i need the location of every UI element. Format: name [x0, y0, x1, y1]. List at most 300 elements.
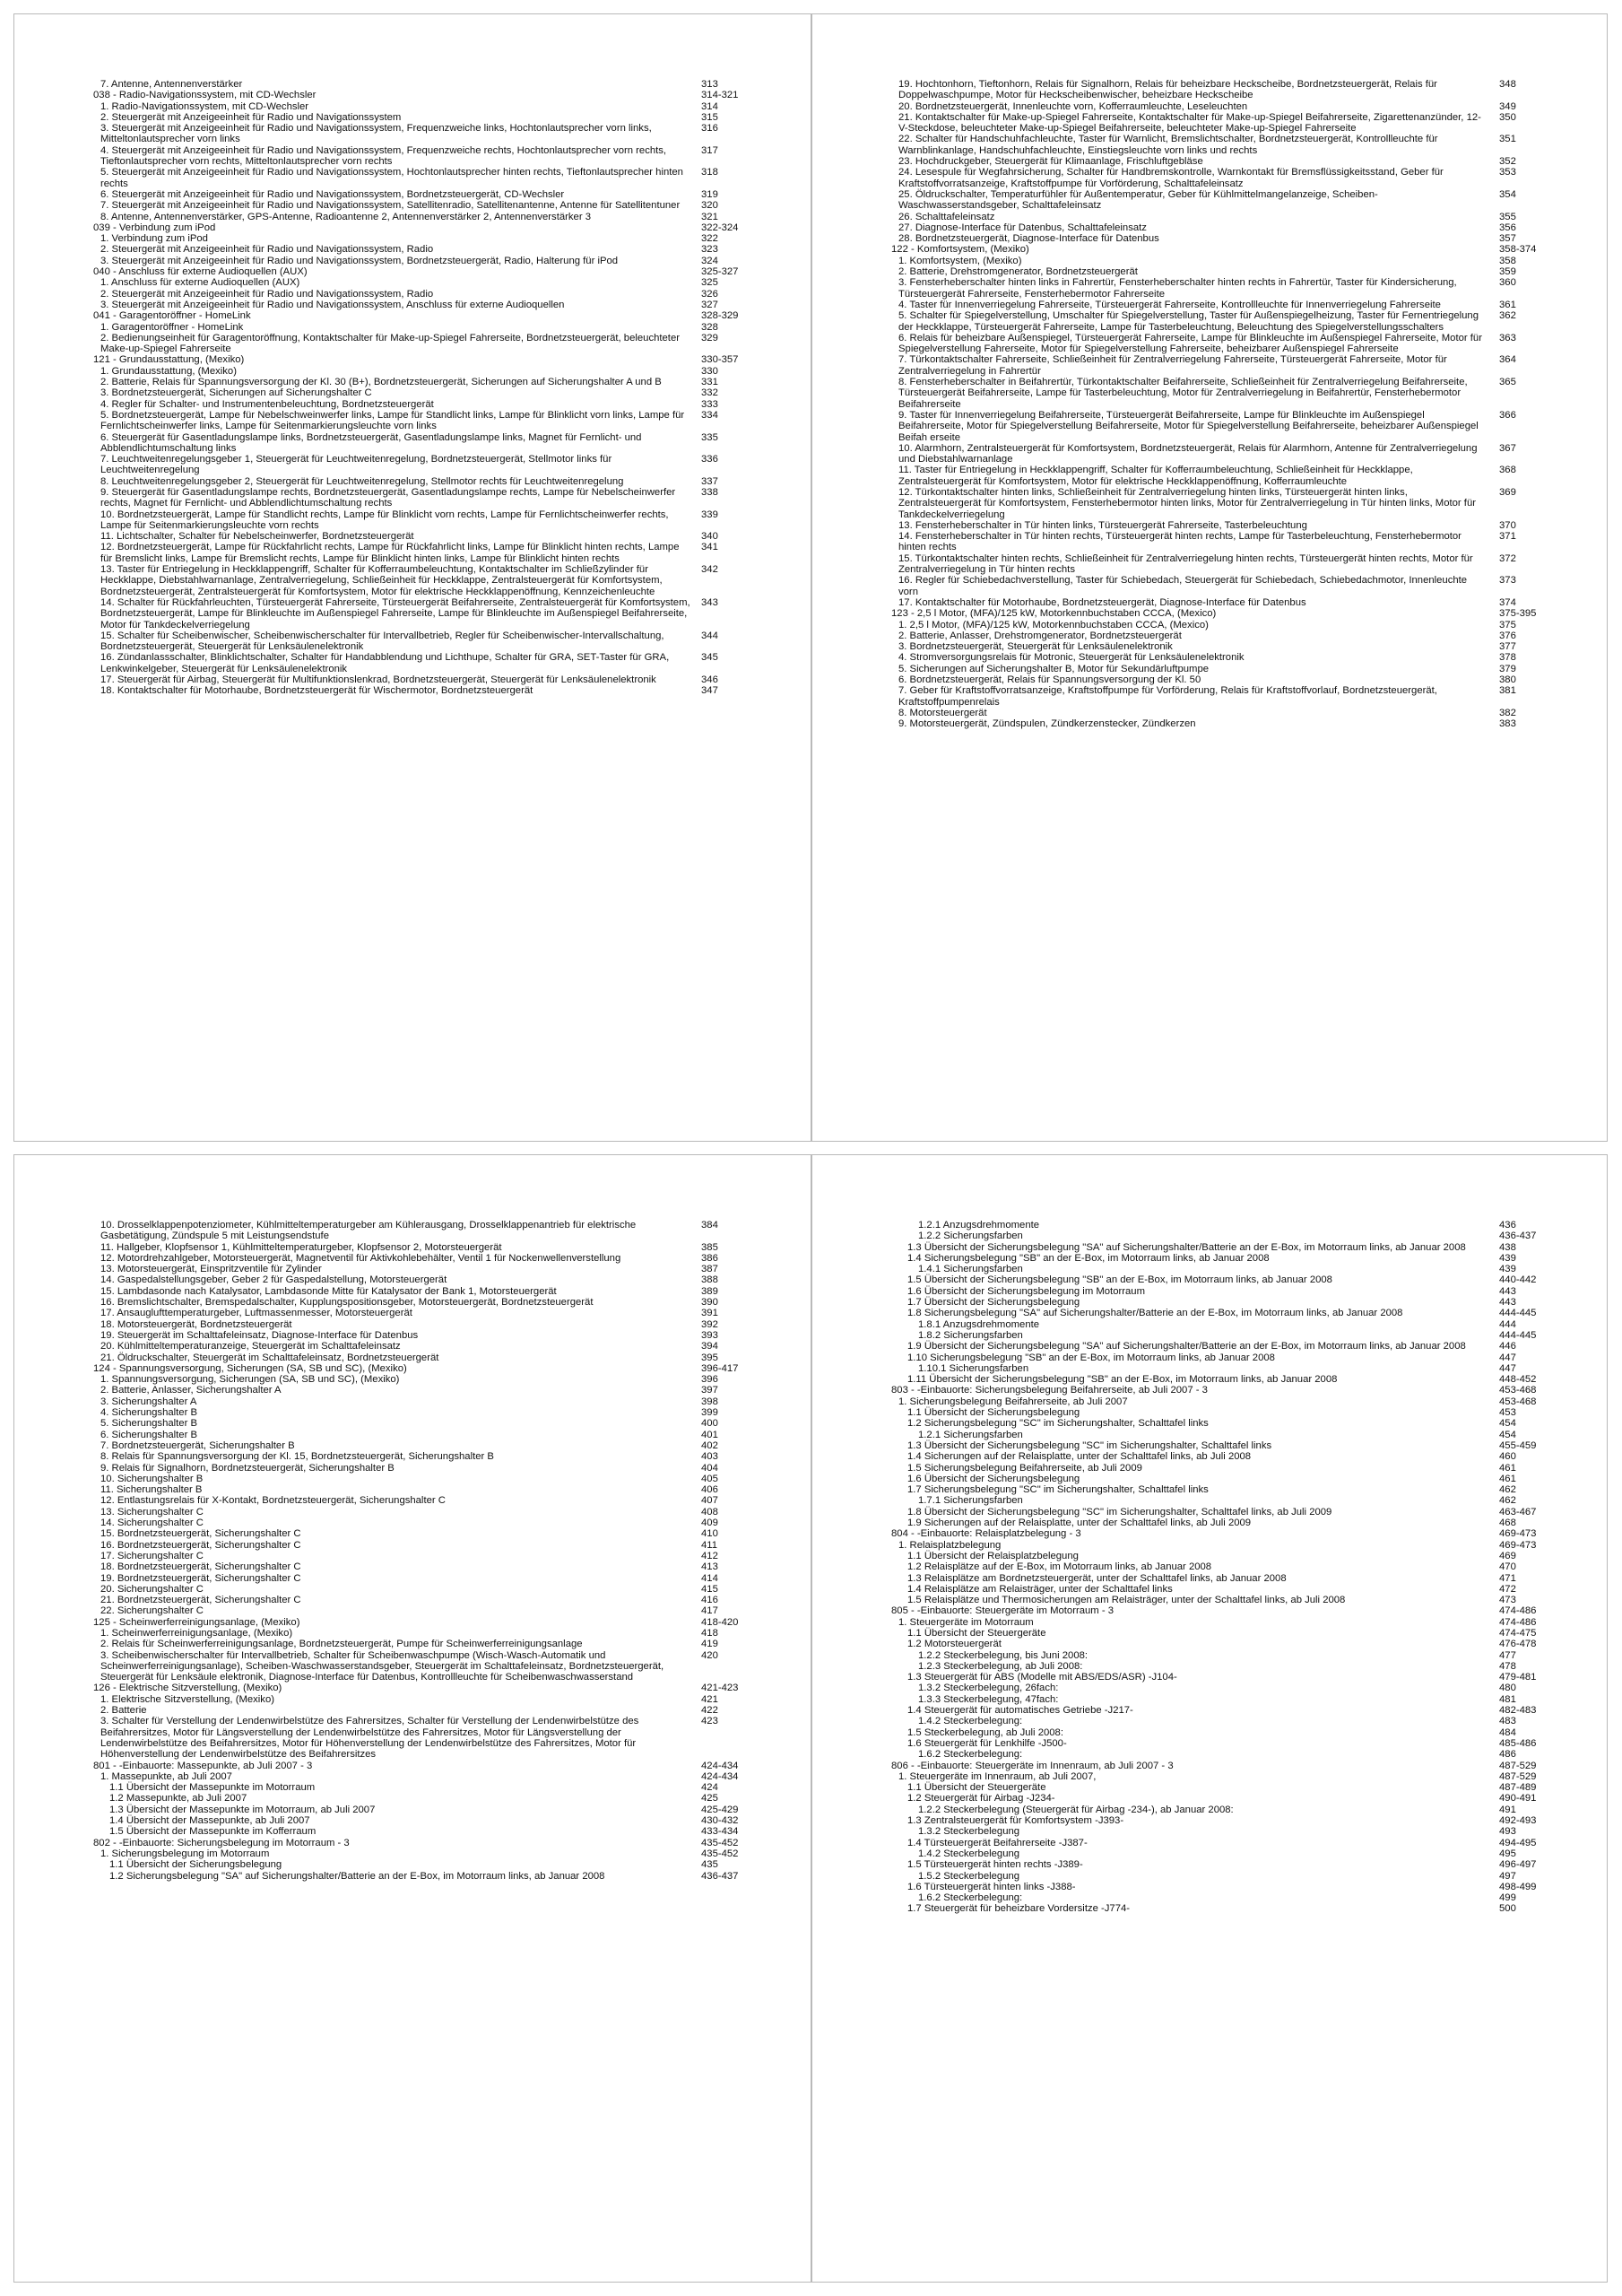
- toc-entry[interactable]: [891, 1440, 1555, 1451]
- toc-entry[interactable]: [93, 90, 757, 100]
- toc-entry[interactable]: [93, 145, 757, 168]
- toc-entry-title: 18. Kontaktschalter für Motorhaube, Bordnetzsteuergerät für Wischermotor, Bordnetzsteuergerät: [100, 685, 533, 697]
- toc-entry[interactable]: [93, 1220, 757, 1242]
- toc-entry[interactable]: [93, 674, 757, 685]
- toc-entry[interactable]: [891, 1495, 1555, 1506]
- toc-entry-title: 1.2 Sicherungsbelegung "SA" auf Sicherungshalter/Batterie an der E-Box, im Motorraum links, ab Januar 2008: [109, 1870, 605, 1882]
- toc-entry[interactable]: [93, 377, 757, 387]
- toc-entry[interactable]: [93, 1451, 757, 1462]
- toc-entry-title: 2. Steuergerät mit Anzeigeeinheit für Radio und Navigationssystem, Radio: [100, 244, 434, 256]
- toc-entry[interactable]: [93, 1859, 757, 1870]
- toc-entry[interactable]: [93, 1407, 757, 1418]
- toc-entry-title: 1.6 Türsteuergerät hinten links -J388-: [907, 1881, 1076, 1892]
- toc-entry[interactable]: [93, 167, 757, 189]
- toc-entry[interactable]: [93, 200, 757, 211]
- toc-entry[interactable]: [93, 1528, 757, 1539]
- toc-entry[interactable]: [891, 443, 1555, 465]
- toc-entry-page: 443: [1499, 1297, 1516, 1309]
- toc-entry-title: 1.7 Übersicht der Sicherungsbelegung: [907, 1297, 1080, 1309]
- toc-entry-title: 1.4.2 Steckerbelegung: [918, 1848, 1020, 1859]
- toc-entry-title: 1. Spannungsversorgung, Sicherungen (SA, SB und SC), (Mexiko): [100, 1374, 400, 1386]
- toc-entry[interactable]: [93, 597, 757, 631]
- toc-entry-page: 400: [701, 1418, 718, 1430]
- toc-entry-page: 367: [1499, 442, 1516, 454]
- toc-entry-title: 5. Sicherungen auf Sicherungshalter B, Motor für Sekundärluftpumpe: [898, 663, 1210, 674]
- toc-entry[interactable]: [93, 1330, 757, 1341]
- toc-entry-page: 356: [1499, 222, 1516, 233]
- toc-entry[interactable]: [93, 432, 757, 455]
- toc-entry[interactable]: [891, 1705, 1555, 1716]
- toc-entry[interactable]: [93, 1694, 757, 1705]
- toc-entry[interactable]: [93, 300, 757, 310]
- toc-entry[interactable]: [93, 1518, 757, 1528]
- toc-entry[interactable]: [93, 277, 757, 288]
- toc-entry-title: 1.9 Übersicht der Sicherungsbelegung "SA" auf Sicherungshalter/Batterie an der E-Box, im Motorraum links, ab Januar 2008: [907, 1341, 1466, 1352]
- toc-entry[interactable]: [891, 597, 1555, 608]
- toc-entry[interactable]: [891, 1274, 1555, 1285]
- toc-entry[interactable]: [93, 1871, 757, 1882]
- toc-entry[interactable]: [93, 101, 757, 112]
- toc-entry[interactable]: [93, 1805, 757, 1815]
- toc-entry[interactable]: [891, 620, 1555, 631]
- toc-entry[interactable]: [891, 1396, 1555, 1407]
- toc-entry-title: 20. Bordnetzsteuergerät, Innenleuchte vorn, Kofferraumleuchte, Leseleuchten: [898, 100, 1248, 112]
- toc-entry[interactable]: [93, 454, 757, 476]
- toc-entry[interactable]: [93, 1573, 757, 1584]
- toc-entry[interactable]: [93, 123, 757, 145]
- toc-entry[interactable]: [93, 685, 757, 696]
- toc-entry[interactable]: [891, 300, 1555, 310]
- toc-entry[interactable]: [93, 1838, 757, 1848]
- toc-entry[interactable]: [891, 1474, 1555, 1484]
- toc-entry[interactable]: [891, 1507, 1555, 1518]
- toc-entry[interactable]: [891, 1661, 1555, 1672]
- toc-entry[interactable]: [93, 1705, 757, 1716]
- toc-entry[interactable]: [93, 1264, 757, 1274]
- toc-entry[interactable]: [93, 399, 757, 410]
- toc-entry[interactable]: [891, 1617, 1555, 1628]
- toc-entry-title: 9. Relais für Signalhorn, Bordnetzsteuergerät, Sicherungshalter B: [100, 1462, 395, 1474]
- toc-entry[interactable]: [891, 167, 1555, 189]
- toc-entry[interactable]: [93, 289, 757, 300]
- toc-entry-page: 422: [701, 1705, 718, 1717]
- toc-entry[interactable]: [891, 608, 1555, 619]
- toc-entry-page: 453-468: [1499, 1396, 1537, 1407]
- toc-entry[interactable]: [891, 1330, 1555, 1341]
- toc-entry[interactable]: [891, 222, 1555, 233]
- toc-entry-page: 398: [701, 1396, 718, 1407]
- toc-entry[interactable]: [93, 1761, 757, 1771]
- toc-entry-title: 1.11 Übersicht der Sicherungsbelegung "SB" an der E-Box, im Motorraum links, ab Januar 2008: [907, 1374, 1338, 1386]
- toc-entry-page: 405: [701, 1473, 718, 1484]
- toc-entry[interactable]: [93, 1418, 757, 1429]
- toc-entry-title: 3. Fensterheberschalter hinten links in Fahrertür, Fensterheberschalter hinten rechts in Fahrertür, Taster für Kindersicherung, Türsteuergerät Fahrerseite, Fensterhebermotor Fahrerseite: [898, 277, 1457, 300]
- toc-entry-page: 344: [701, 630, 718, 641]
- toc-entry-page: 485-486: [1499, 1737, 1537, 1749]
- toc-entry[interactable]: [93, 1771, 757, 1782]
- toc-entry[interactable]: [93, 1463, 757, 1474]
- toc-entry[interactable]: [93, 1815, 757, 1826]
- toc-entry[interactable]: [93, 1286, 757, 1297]
- toc-entry-title: 13. Taster für Entriegelung in Heckklappengriff, Schalter für Kofferraumbeleuchtung, Kontaktschalter im Schließzylinder für Heckklappe, Diebstahlwarnanlage, Zentralverriegelung, Schließeinheit für Heckklappe, Zentralsteuergerät für Komfortsystem, Bordnetzsteuergerät, Zentralsteuergerät für Komfortsystem, Motor für elektrische Heckklappenöffnung, Kennzeichenleuchte: [100, 564, 663, 597]
- toc-entry[interactable]: [93, 1540, 757, 1551]
- toc-entry[interactable]: [93, 233, 757, 244]
- toc-entry-title: 1.3.2 Steckerbelegung: [918, 1826, 1020, 1838]
- toc-entry-title: 9. Steuergerät für Gasentladungslampe rechts, Bordnetzsteuergerät, Gasentladungslampe rechts, Lampe für Nebelscheinwerfer rechts, Magnet für Fernlicht- und Abblendlichtumschaltung rechts: [100, 486, 676, 509]
- toc-entry[interactable]: [891, 664, 1555, 674]
- toc-entry[interactable]: [891, 520, 1555, 531]
- toc-entry-page: 370: [1499, 519, 1516, 531]
- toc-entry[interactable]: [891, 377, 1555, 410]
- toc-entry[interactable]: [93, 387, 757, 398]
- toc-list: [93, 1220, 757, 1882]
- toc-entry[interactable]: [93, 256, 757, 266]
- toc-entry[interactable]: [891, 1286, 1555, 1297]
- toc-entry-title: 1.2 Steuergerät für Airbag -J234-: [907, 1793, 1055, 1805]
- toc-entry[interactable]: [93, 1561, 757, 1572]
- toc-entry[interactable]: [891, 333, 1555, 355]
- toc-entry-title: 1. 2,5 l Motor, (MFA)/125 kW, Motorkennbuchstaben CCCA, (Mexico): [898, 619, 1209, 631]
- toc-entry[interactable]: [93, 1297, 757, 1308]
- toc-entry-title: 12. Türkontaktschalter hinten links, Schließeinheit für Zentralverriegelung hinten links, Türsteuergerät hinten links, Zentralsteuergerät für Komfortsystem, Fensterhebermotor hinten links, Motor für Zentralverriegelung in Tür hinten links, Motor für Tankdeckelverriegelung: [898, 486, 1476, 520]
- toc-entry[interactable]: [891, 112, 1555, 135]
- toc-entry-page: 325: [701, 277, 718, 289]
- toc-entry-page: 484: [1499, 1726, 1516, 1738]
- toc-entry-title: 1.9 Sicherungen auf der Relaisplatte, unter der Schalttafel links, ab Juli 2009: [907, 1518, 1252, 1529]
- toc-entry[interactable]: [891, 531, 1555, 553]
- toc-entry-title: 2. Batterie, Anlasser, Sicherungshalter A: [100, 1385, 282, 1396]
- toc-entry-title: 805 - -Einbauorte: Steuergeräte im Motorraum - 3: [891, 1605, 1115, 1617]
- toc-entry[interactable]: [891, 631, 1555, 641]
- toc-entry-page: 319: [701, 188, 718, 200]
- toc-entry[interactable]: [891, 1319, 1555, 1330]
- toc-entry[interactable]: [93, 1396, 757, 1407]
- toc-entry-page: 357: [1499, 233, 1516, 245]
- toc-entry[interactable]: [93, 1352, 757, 1363]
- toc-entry[interactable]: [891, 1573, 1555, 1584]
- toc-entry-page: 325-327: [701, 266, 739, 278]
- toc-entry[interactable]: [891, 1484, 1555, 1495]
- toc-entry[interactable]: [891, 1220, 1555, 1231]
- toc-entry-title: 1. Sicherungsbelegung Beifahrerseite, ab Juli 2007: [898, 1396, 1128, 1407]
- toc-entry-page: 369: [1499, 486, 1516, 498]
- toc-entry-title: 125 - Scheinwerferreinigungsanlage, (Mexiko): [93, 1616, 300, 1628]
- toc-entry-page: 481: [1499, 1693, 1516, 1705]
- toc-entry[interactable]: [891, 1650, 1555, 1661]
- toc-entry[interactable]: [891, 1805, 1555, 1815]
- toc-entry[interactable]: [891, 1341, 1555, 1352]
- toc-entry[interactable]: [93, 631, 757, 653]
- toc-entry[interactable]: [891, 1297, 1555, 1308]
- toc-entry-title: 6. Bordnetzsteuergerät, Relais für Spannungsversorgung der Kl. 50: [898, 674, 1201, 686]
- toc-entry[interactable]: [93, 1826, 757, 1837]
- toc-entry[interactable]: [891, 1859, 1555, 1870]
- toc-entry[interactable]: [891, 410, 1555, 443]
- toc-entry[interactable]: [891, 1540, 1555, 1551]
- toc-entry[interactable]: [93, 1242, 757, 1253]
- toc-entry[interactable]: [891, 1871, 1555, 1882]
- toc-entry-page: 315: [701, 111, 718, 123]
- toc-entry-page: 453: [1499, 1407, 1516, 1419]
- toc-entry[interactable]: [891, 1584, 1555, 1595]
- toc-entry[interactable]: [891, 1253, 1555, 1264]
- toc-entry-page: 439: [1499, 1264, 1516, 1275]
- toc-entry-title: 19. Bordnetzsteuergerät, Sicherungshalter C: [100, 1572, 301, 1584]
- toc-entry[interactable]: [93, 1617, 757, 1628]
- toc-entry-page: 353: [1499, 167, 1516, 178]
- toc-entry[interactable]: [93, 1319, 757, 1330]
- toc-entry[interactable]: [891, 1694, 1555, 1705]
- toc-entry[interactable]: [891, 277, 1555, 300]
- toc-entry[interactable]: [891, 1231, 1555, 1241]
- toc-entry-title: 123 - 2,5 l Motor, (MFA)/125 kW, Motorkennbuchstaben CCCA, (Mexico): [891, 608, 1217, 620]
- toc-entry[interactable]: [891, 189, 1555, 212]
- toc-entry[interactable]: [93, 564, 757, 597]
- toc-entry-page: 487-489: [1499, 1782, 1537, 1794]
- toc-entry[interactable]: [93, 333, 757, 355]
- toc-entry-page: 413: [701, 1561, 718, 1573]
- toc-entry[interactable]: [891, 1518, 1555, 1528]
- toc-entry-page: 469-473: [1499, 1528, 1537, 1540]
- toc-entry[interactable]: [891, 1430, 1555, 1440]
- toc-entry[interactable]: [891, 1561, 1555, 1572]
- toc-entry-title: 3. Steuergerät mit Anzeigeeinheit für Radio und Navigationssystem, Anschluss für externe Audioquellen: [100, 299, 565, 310]
- toc-entry-page: 342: [701, 564, 718, 576]
- toc-entry[interactable]: [891, 1683, 1555, 1693]
- toc-entry[interactable]: [93, 1440, 757, 1451]
- toc-entry[interactable]: [891, 1385, 1555, 1396]
- toc-entry[interactable]: [891, 1892, 1555, 1903]
- toc-entry-page: 387: [701, 1264, 718, 1275]
- toc-entry-title: 2. Batterie: [100, 1705, 147, 1717]
- toc-entry[interactable]: [891, 1761, 1555, 1771]
- toc-entry[interactable]: [891, 1639, 1555, 1649]
- toc-entry[interactable]: [93, 1551, 757, 1561]
- toc-entry-page: 377: [1499, 641, 1516, 653]
- toc-entry[interactable]: [891, 1815, 1555, 1826]
- toc-entry[interactable]: [93, 1374, 757, 1385]
- toc-page-3: [13, 1154, 811, 2283]
- toc-entry[interactable]: [93, 531, 757, 542]
- toc-entry-title: 2. Steuergerät mit Anzeigeeinheit für Radio und Navigationssystem, Radio: [100, 288, 434, 300]
- toc-entry[interactable]: [891, 1551, 1555, 1561]
- toc-entry[interactable]: [891, 1848, 1555, 1859]
- toc-entry[interactable]: [93, 652, 757, 674]
- toc-entry-title: 1.2.1 Sicherungsfarben: [918, 1429, 1023, 1440]
- toc-entry-page: 390: [701, 1297, 718, 1309]
- toc-entry[interactable]: [891, 1595, 1555, 1605]
- toc-entry[interactable]: [93, 1474, 757, 1484]
- toc-entry[interactable]: [93, 1848, 757, 1859]
- toc-entry[interactable]: [891, 674, 1555, 685]
- toc-entry-page: 476-478: [1499, 1639, 1537, 1650]
- toc-entry-page: 394: [701, 1341, 718, 1352]
- toc-entry[interactable]: [891, 1672, 1555, 1683]
- toc-entry-page: 348: [1499, 79, 1516, 90]
- toc-entry-title: 10. Alarmhorn, Zentralsteuergerät für Komfortsystem, Bordnetzsteuergerät, Relais für Alarmhorn, Antenne für Zentralverriegelung und Diebstahlwarnanlage: [898, 442, 1478, 465]
- toc-entry-page: 383: [1499, 718, 1516, 730]
- toc-entry[interactable]: [891, 1838, 1555, 1848]
- toc-entry[interactable]: [891, 134, 1555, 156]
- toc-entry[interactable]: [891, 1738, 1555, 1749]
- toc-entry[interactable]: [891, 1451, 1555, 1462]
- toc-entry-page: 364: [1499, 354, 1516, 366]
- toc-entry[interactable]: [93, 1363, 757, 1374]
- toc-entry[interactable]: [891, 1363, 1555, 1374]
- toc-entry-page: 495: [1499, 1848, 1516, 1859]
- toc-entry[interactable]: [93, 244, 757, 255]
- toc-entry[interactable]: [93, 542, 757, 564]
- toc-entry-title: 1.2 Relaisplätze auf der E-Box, im Motorraum links, ab Januar 2008: [907, 1561, 1212, 1573]
- toc-entry[interactable]: [891, 79, 1555, 101]
- toc-entry-page: 368: [1499, 465, 1516, 476]
- toc-entry-title: 16. Bordnetzsteuergerät, Sicherungshalter C: [100, 1539, 301, 1551]
- toc-entry[interactable]: [891, 553, 1555, 576]
- toc-entry[interactable]: [93, 1793, 757, 1804]
- toc-entry-title: 2. Relais für Scheinwerferreinigungsanlage, Bordnetzsteuergerät, Pumpe für Scheinwerferreinigungsanlage: [100, 1639, 583, 1650]
- toc-entry-page: 423: [701, 1716, 718, 1727]
- toc-entry[interactable]: [93, 1274, 757, 1285]
- toc-entry[interactable]: [891, 1418, 1555, 1429]
- toc-entry[interactable]: [891, 487, 1555, 520]
- toc-entry[interactable]: [891, 1782, 1555, 1793]
- toc-entry-title: 1.7.1 Sicherungsfarben: [918, 1495, 1023, 1507]
- toc-entry[interactable]: [891, 1628, 1555, 1639]
- toc-entry-title: 9. Taster für Innenverriegelung Beifahrerseite, Türsteuergerät Beifahrerseite, Lampe für Blinkleuchte im Außenspiegel Beifahrerseite, Motor für Spiegelverstellung Beifahrerseite, Motor für Spiegelverstellung Beifahrerseite, beheizbarer Außenspiegel Beifah erseite: [898, 409, 1479, 443]
- toc-entry[interactable]: [891, 1605, 1555, 1616]
- toc-entry-page: 362: [1499, 310, 1516, 322]
- toc-entry-page: 416: [701, 1595, 718, 1606]
- toc-entry[interactable]: [891, 1407, 1555, 1418]
- toc-entry[interactable]: [891, 212, 1555, 222]
- toc-entry[interactable]: [93, 310, 757, 321]
- toc-entry[interactable]: [93, 1716, 757, 1760]
- toc-entry[interactable]: [891, 708, 1555, 718]
- toc-entry-page: 447: [1499, 1352, 1516, 1363]
- toc-entry[interactable]: [891, 101, 1555, 112]
- toc-entry-page: 490-491: [1499, 1793, 1537, 1805]
- toc-entry-title: 13. Fensterheberschalter in Tür hinten links, Türsteuergerät Fahrerseite, Tasterbeleuchtung: [898, 519, 1307, 531]
- toc-entry[interactable]: [891, 1264, 1555, 1274]
- toc-entry-page: 436-437: [701, 1870, 739, 1882]
- toc-entry[interactable]: [93, 487, 757, 509]
- toc-entry[interactable]: [891, 685, 1555, 708]
- toc-entry[interactable]: [93, 1605, 757, 1616]
- toc-entry-page: 355: [1499, 211, 1516, 222]
- toc-entry[interactable]: [93, 1507, 757, 1518]
- toc-entry[interactable]: [93, 112, 757, 123]
- toc-entry-title: 1. Steuergeräte im Motorraum: [898, 1616, 1034, 1628]
- toc-entry[interactable]: [93, 266, 757, 277]
- toc-entry[interactable]: [891, 1903, 1555, 1914]
- toc-entry-title: 2. Bedienungseinheit für Garagentoröffnung, Kontaktschalter für Make-up-Spiegel Fahrerseite, Bordnetzsteuergerät, beleuchteter Make-up-Spiegel Fahrerseite: [100, 332, 680, 355]
- toc-entry[interactable]: [891, 310, 1555, 333]
- toc-entry[interactable]: [93, 212, 757, 222]
- toc-entry[interactable]: [93, 1253, 757, 1264]
- toc-entry[interactable]: [93, 189, 757, 200]
- toc-entry-title: 1.8 Sicherungsbelegung "SA" auf Sicherungshalter/Batterie an der E-Box, im Motorraum links, ab Januar 2008: [907, 1308, 1403, 1319]
- toc-entry-page: 486: [1499, 1749, 1516, 1761]
- toc-entry-page: 381: [1499, 685, 1516, 697]
- toc-entry[interactable]: [891, 575, 1555, 597]
- toc-entry[interactable]: [891, 266, 1555, 277]
- toc-entry-title: 1. Verbindung zum iPod: [100, 233, 208, 245]
- toc-entry[interactable]: [891, 1771, 1555, 1782]
- toc-entry[interactable]: [93, 410, 757, 432]
- toc-entry[interactable]: [93, 1595, 757, 1605]
- toc-entry[interactable]: [891, 1308, 1555, 1318]
- toc-entry-title: 5. Sicherungshalter B: [100, 1418, 198, 1430]
- toc-entry[interactable]: [891, 1242, 1555, 1253]
- toc-entry[interactable]: [93, 1584, 757, 1595]
- toc-entry-title: 1.5 Sicherungsbelegung Beifahrerseite, ab Juli 2009: [907, 1462, 1142, 1474]
- toc-entry[interactable]: [891, 1749, 1555, 1760]
- toc-entry[interactable]: [93, 509, 757, 532]
- toc-entry[interactable]: [93, 322, 757, 333]
- toc-entry[interactable]: [93, 1308, 757, 1318]
- toc-entry-page: 453-468: [1499, 1385, 1537, 1396]
- toc-entry-page: 470: [1499, 1561, 1516, 1573]
- toc-entry-title: 1.2.3 Steckerbelegung, ab Juli 2008:: [918, 1660, 1083, 1672]
- toc-entry[interactable]: [93, 476, 757, 487]
- toc-entry[interactable]: [891, 1826, 1555, 1837]
- toc-entry-title: 8. Relais für Spannungsversorgung der Kl. 15, Bordnetzsteuergerät, Sicherungshalter B: [100, 1451, 494, 1463]
- toc-entry-page: 436: [1499, 1220, 1516, 1231]
- toc-entry[interactable]: [891, 156, 1555, 167]
- toc-entry[interactable]: [891, 1716, 1555, 1726]
- toc-entry[interactable]: [93, 1650, 757, 1683]
- toc-entry[interactable]: [93, 1341, 757, 1352]
- toc-entry[interactable]: [891, 256, 1555, 266]
- toc-entry[interactable]: [891, 1463, 1555, 1474]
- toc-entry-page: 500: [1499, 1903, 1516, 1915]
- toc-entry[interactable]: [891, 1793, 1555, 1804]
- toc-entry-title: 27. Diagnose-Interface für Datenbus, Schalttafeleinsatz: [898, 222, 1147, 233]
- toc-entry[interactable]: [93, 1639, 757, 1649]
- toc-entry[interactable]: [93, 366, 757, 377]
- toc-entry[interactable]: [891, 465, 1555, 487]
- toc-entry[interactable]: [93, 354, 757, 365]
- toc-entry-page: 461: [1499, 1462, 1516, 1474]
- toc-entry-page: 392: [701, 1318, 718, 1330]
- toc-entry[interactable]: [891, 244, 1555, 255]
- toc-entry[interactable]: [93, 1430, 757, 1440]
- toc-entry[interactable]: [891, 1727, 1555, 1738]
- toc-entry[interactable]: [891, 354, 1555, 377]
- toc-entry[interactable]: [93, 1628, 757, 1639]
- toc-entry-page: 478: [1499, 1660, 1516, 1672]
- toc-entry[interactable]: [891, 1882, 1555, 1892]
- toc-entry[interactable]: [93, 1495, 757, 1506]
- toc-entry[interactable]: [891, 233, 1555, 244]
- toc-entry-title: 1.1 Übersicht der Relaisplatzbelegung: [907, 1550, 1079, 1561]
- toc-entry[interactable]: [93, 1782, 757, 1793]
- toc-entry[interactable]: [891, 1374, 1555, 1385]
- toc-entry-page: 323: [701, 244, 718, 256]
- toc-entry[interactable]: [93, 1385, 757, 1396]
- toc-entry[interactable]: [93, 79, 757, 90]
- toc-entry[interactable]: [891, 1352, 1555, 1363]
- toc-entry[interactable]: [891, 718, 1555, 729]
- toc-entry[interactable]: [891, 1528, 1555, 1539]
- toc-entry[interactable]: [93, 222, 757, 233]
- toc-entry[interactable]: [93, 1683, 757, 1693]
- toc-entry[interactable]: [93, 1484, 757, 1495]
- toc-entry[interactable]: [891, 641, 1555, 652]
- toc-entry-title: 1.6 Übersicht der Sicherungsbelegung im Motorraum: [907, 1285, 1145, 1297]
- toc-entry[interactable]: [891, 652, 1555, 663]
- toc-entry-page: 352: [1499, 156, 1516, 168]
